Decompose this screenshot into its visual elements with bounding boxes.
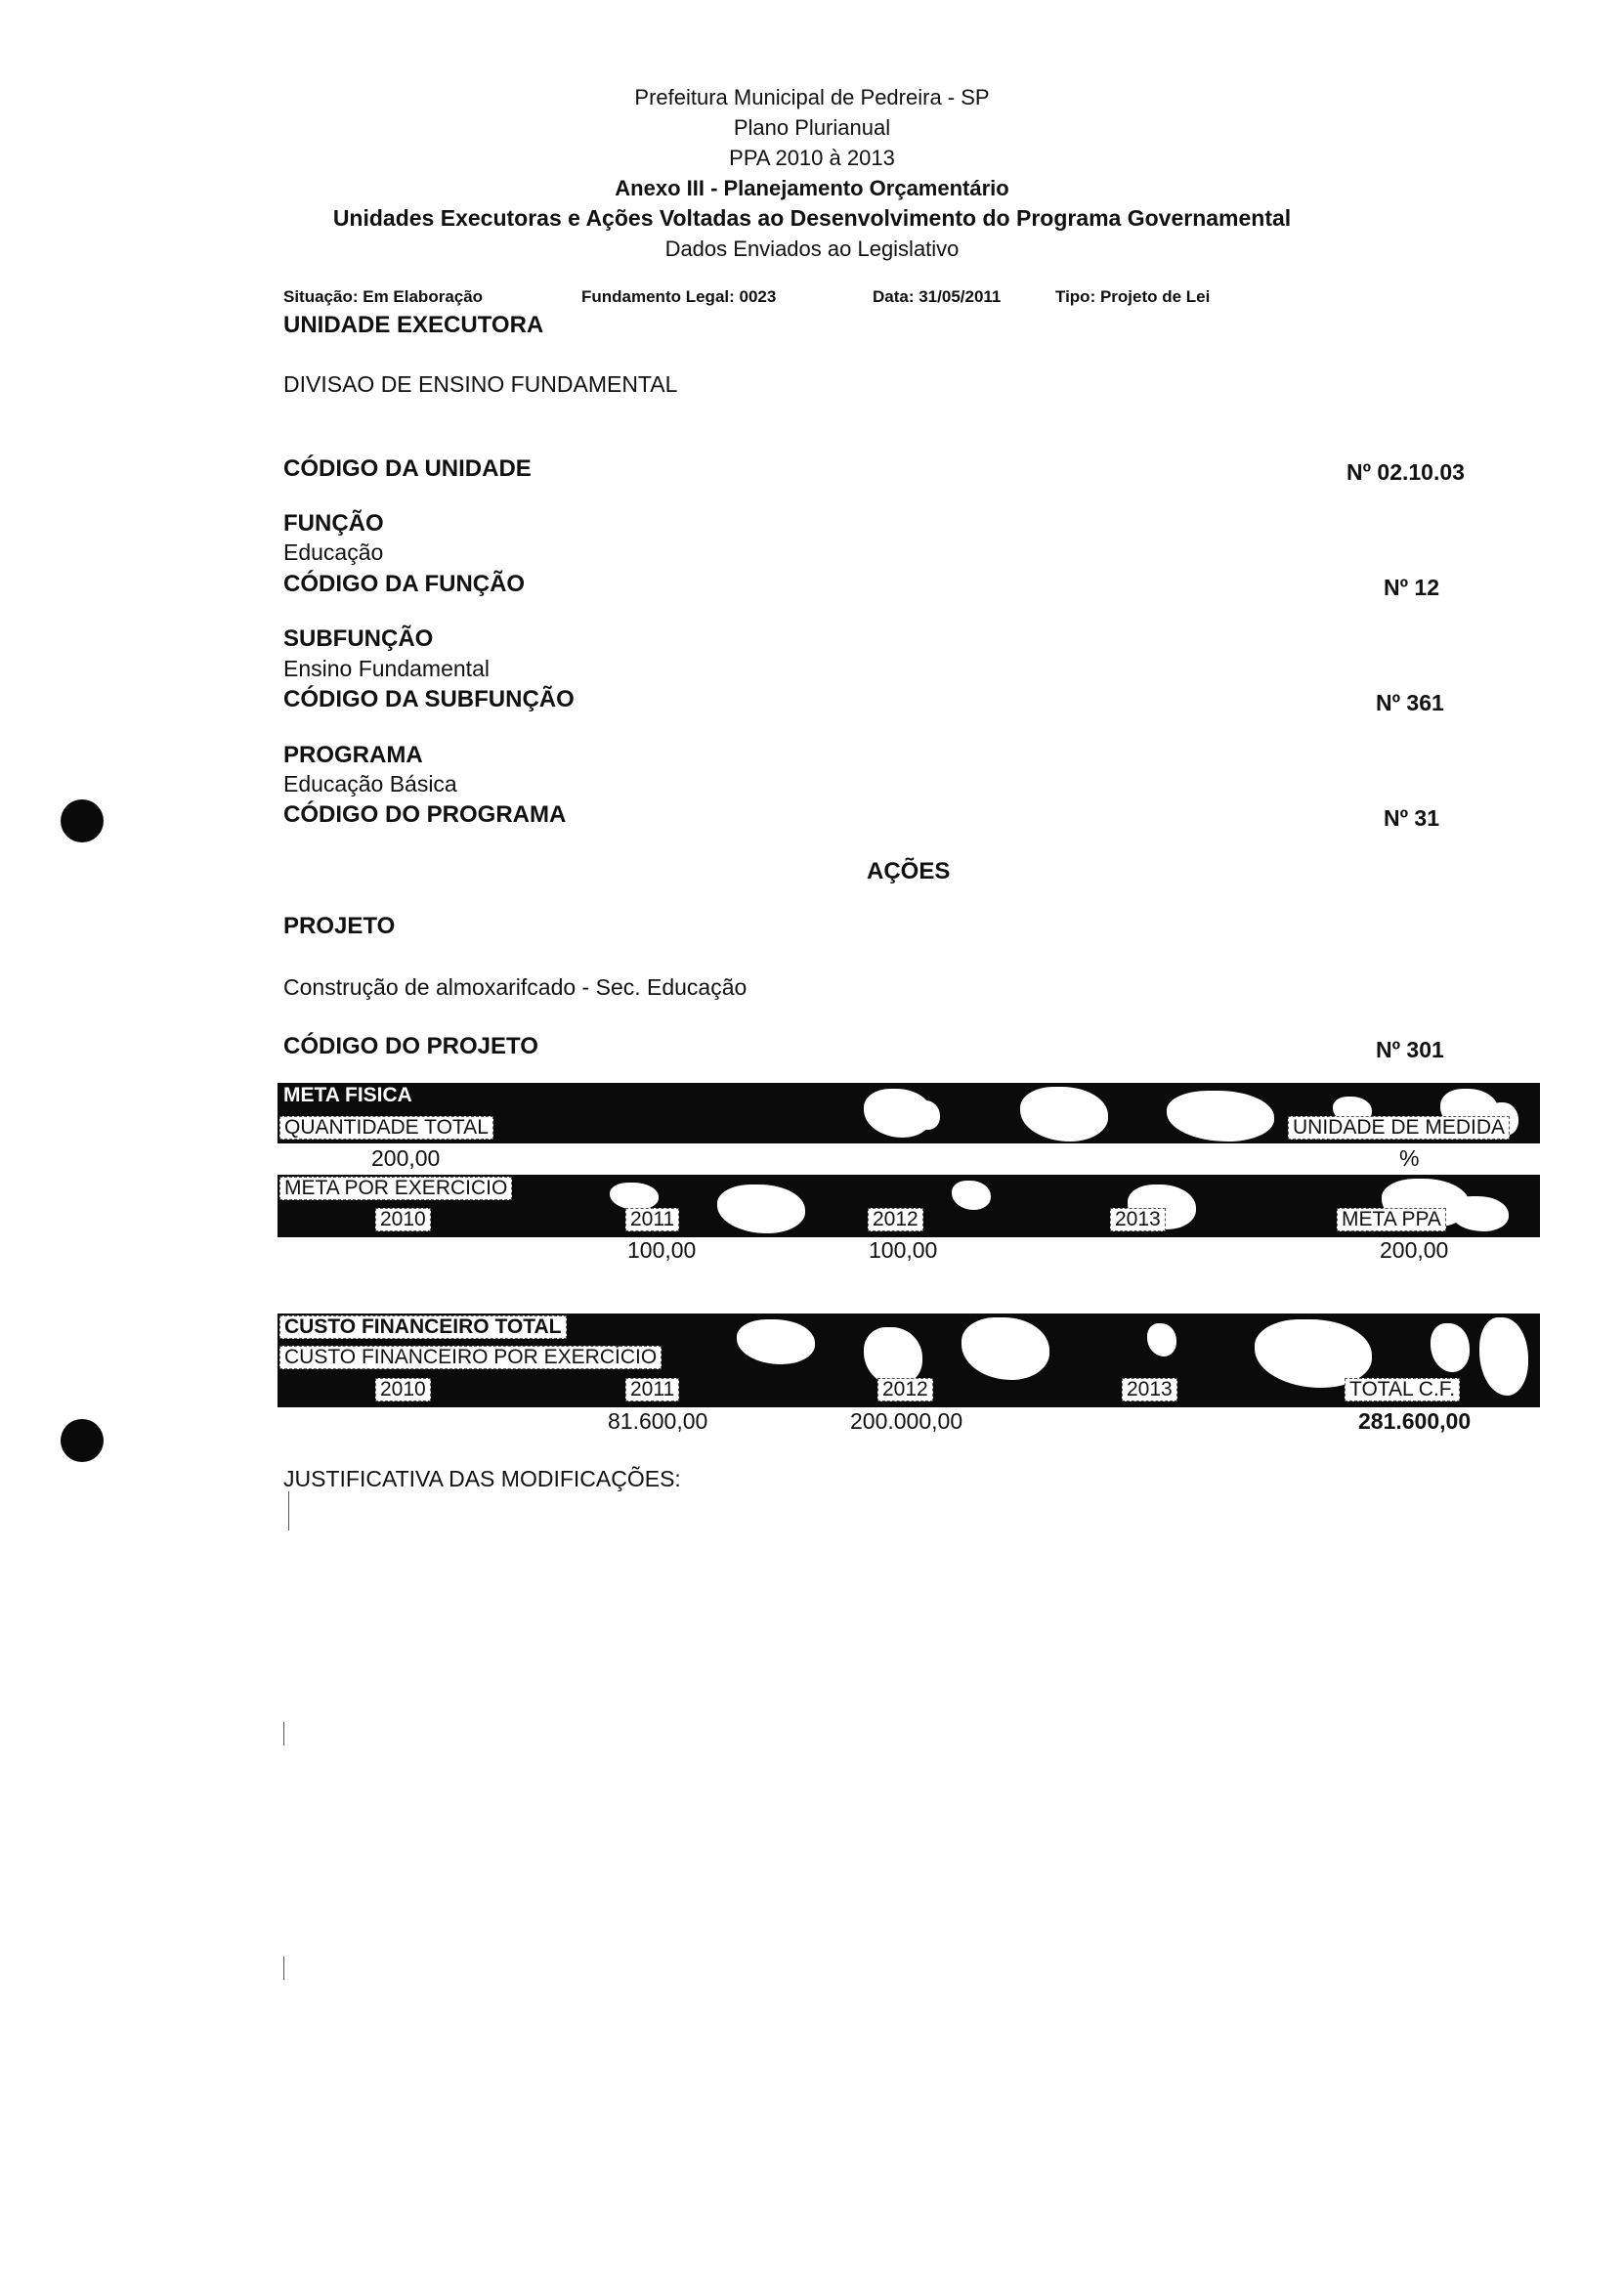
custo-financeiro-total-label: CUSTO FINANCEIRO TOTAL (279, 1315, 567, 1339)
custo-year-2012: 2012 (877, 1378, 933, 1401)
codigo-programa-value: Nº 31 (1384, 805, 1439, 831)
meta-value-2012: 100,00 (869, 1237, 938, 1263)
custo-value-2012: 200.000,00 (850, 1408, 963, 1434)
acoes-title: AÇÕES (867, 858, 951, 884)
codigo-unidade-label: CÓDIGO DA UNIDADE (283, 455, 532, 482)
header-subtitle: Unidades Executoras e Ações Voltadas ao Desenvolvimento do Programa Governamental (332, 205, 1292, 231)
meta-fisica-title: META FISICA (283, 1084, 412, 1106)
meta-ppa-value: 200,00 (1380, 1237, 1449, 1263)
programa-label: PROGRAMA (283, 742, 423, 768)
programa-value: Educação Básica (283, 771, 457, 797)
subfuncao-label: SUBFUNÇÃO (283, 625, 434, 652)
custo-year-2010: 2010 (375, 1378, 431, 1401)
custo-year-2013: 2013 (1122, 1378, 1177, 1401)
unidade-executora-label: UNIDADE EXECUTORA (283, 312, 544, 338)
quantidade-total-value: 200,00 (371, 1145, 441, 1171)
tipo-text: Tipo: Projeto de Lei (1055, 287, 1211, 306)
header-ppa-period: PPA 2010 à 2013 (729, 146, 895, 170)
scan-mark (283, 1722, 284, 1745)
projeto-label: PROJETO (283, 913, 396, 939)
meta-year-2013: 2013 (1110, 1208, 1166, 1231)
custo-por-exercicio-label: CUSTO FINANCEIRO POR EXERCÍCIO (279, 1346, 662, 1369)
unidade-medida-value: % (1399, 1145, 1420, 1171)
funcao-label: FUNÇÃO (283, 510, 384, 537)
meta-value-2011: 100,00 (627, 1237, 697, 1263)
text-cursor-line (288, 1491, 289, 1530)
meta-year-2010: 2010 (375, 1208, 431, 1231)
header-data-sent: Dados Enviados ao Legislativo (664, 237, 960, 261)
unidade-medida-label: UNIDADE DE MEDIDA (1288, 1116, 1510, 1140)
codigo-projeto-label: CÓDIGO DO PROJETO (283, 1033, 538, 1059)
subfuncao-value: Ensino Fundamental (283, 656, 490, 681)
punch-hole-top (61, 799, 104, 842)
custo-value-2011: 81.600,00 (608, 1408, 708, 1434)
unidade-executora-value: DIVISAO DE ENSINO FUNDAMENTAL (283, 371, 678, 397)
scan-mark (283, 1957, 284, 1980)
meta-ppa-label: META PPA (1337, 1208, 1446, 1231)
codigo-funcao-label: CÓDIGO DA FUNÇÃO (283, 571, 526, 597)
funcao-value: Educação (283, 539, 384, 565)
codigo-subfuncao-label: CÓDIGO DA SUBFUNÇÃO (283, 686, 575, 712)
quantidade-total-label: QUANTIDADE TOTAL (279, 1116, 493, 1140)
meta-year-2011: 2011 (625, 1208, 679, 1231)
header-plan: Plano Plurianual (733, 115, 891, 140)
data-text: Data: 31/05/2011 (873, 287, 1002, 306)
header-annex: Anexo III - Planejamento Orçamentário (615, 176, 1009, 200)
codigo-unidade-value: Nº 02.10.03 (1346, 459, 1465, 485)
meta-por-exercicio-label: META POR EXERCICIO (279, 1177, 512, 1200)
custo-year-2011: 2011 (625, 1378, 679, 1401)
codigo-funcao-value: Nº 12 (1384, 575, 1439, 600)
punch-hole-bottom (61, 1419, 104, 1462)
meta-year-2012: 2012 (868, 1208, 923, 1231)
fundamento-text: Fundamento Legal: 0023 (581, 287, 777, 306)
total-cf-label: TOTAL C.F. (1345, 1378, 1460, 1401)
justificativa-label: JUSTIFICATIVA DAS MODIFICAÇÕES: (283, 1466, 681, 1491)
codigo-subfuncao-value: Nº 361 (1376, 690, 1444, 715)
projeto-value: Construção de almoxarifcado - Sec. Educação (283, 974, 748, 1000)
header-municipality: Prefeitura Municipal de Pedreira - SP (634, 85, 990, 109)
codigo-projeto-value: Nº 301 (1376, 1037, 1444, 1062)
codigo-programa-label: CÓDIGO DO PROGRAMA (283, 801, 567, 828)
total-cf-value: 281.600,00 (1358, 1408, 1472, 1434)
situacao-text: Situação: Em Elaboração (283, 287, 484, 306)
